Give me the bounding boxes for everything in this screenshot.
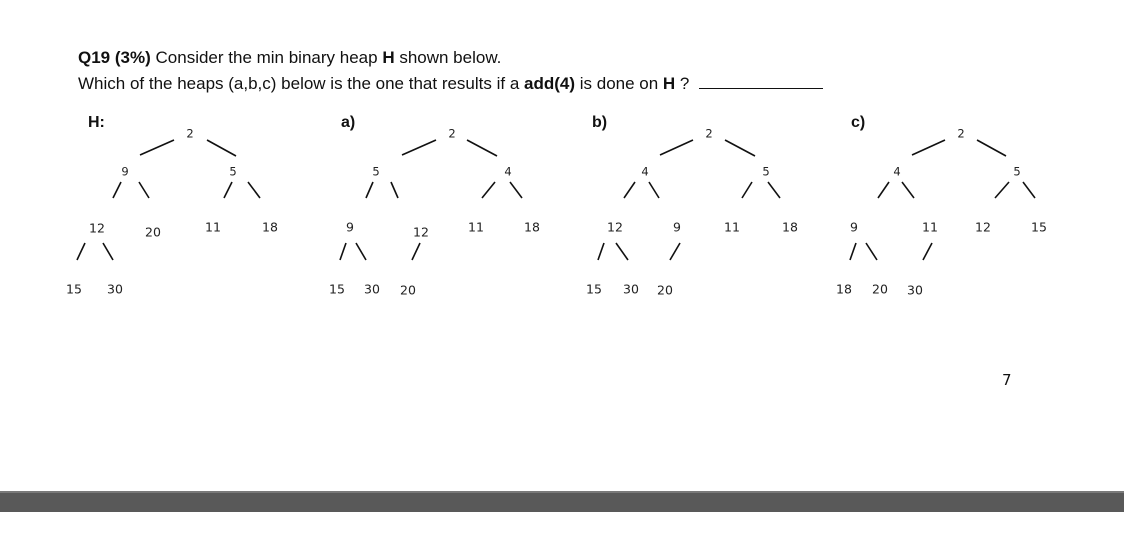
tree-h-edge-1 bbox=[207, 140, 236, 156]
tree-h-node-5: 11 bbox=[205, 219, 221, 235]
heap-label-h: H: bbox=[88, 114, 105, 131]
tree-b-node-2: 5 bbox=[762, 164, 770, 179]
tree-c-node-1: 4 bbox=[893, 164, 901, 179]
tree-b-edge-8 bbox=[670, 243, 680, 260]
tree-c-edge-1 bbox=[977, 140, 1006, 156]
tree-a-node-4: 12 bbox=[413, 224, 429, 240]
tree-h-node-2: 5 bbox=[229, 164, 237, 179]
tree-c-node-8: 20 bbox=[872, 281, 888, 297]
tree-b-node-9: 20 bbox=[657, 282, 673, 298]
tree-b-edge-2 bbox=[624, 182, 635, 198]
tree-h-edge-5 bbox=[248, 182, 260, 198]
heap-label-b: b) bbox=[592, 114, 608, 131]
tree-a-node-0: 2 bbox=[448, 126, 456, 141]
operation: add(4) bbox=[524, 74, 576, 93]
tree-h-node-0: 2 bbox=[186, 126, 194, 141]
heap-label-c: c) bbox=[851, 114, 866, 131]
tree-c-edge-0 bbox=[912, 140, 945, 155]
tree-h-edge-2 bbox=[113, 182, 121, 198]
tree-h-node-8: 30 bbox=[107, 281, 123, 297]
tree-a-node-3: 9 bbox=[346, 219, 354, 235]
question-text-1-tail: shown below. bbox=[394, 48, 502, 67]
tree-c-edge-3 bbox=[902, 182, 914, 198]
tree-a-edge-3 bbox=[391, 182, 398, 198]
tree-c-node-6: 15 bbox=[1031, 219, 1047, 235]
tree-a-node-2: 4 bbox=[504, 164, 512, 179]
tree-b-node-6: 18 bbox=[782, 219, 798, 235]
tree-a-edge-0 bbox=[402, 140, 436, 155]
tree-b-edge-7 bbox=[616, 243, 628, 260]
tree-c-node-3: 9 bbox=[850, 219, 858, 235]
heap-label-a: a) bbox=[341, 114, 356, 131]
tree-a-edge-7 bbox=[356, 243, 366, 260]
tree-b-node-4: 9 bbox=[673, 219, 681, 235]
heap-name: H bbox=[382, 48, 395, 67]
tree-a-node-6: 18 bbox=[524, 219, 540, 235]
question-number: Q19 bbox=[78, 48, 111, 67]
tree-c-edge-6 bbox=[850, 243, 856, 260]
tree-a-edge-4 bbox=[482, 182, 495, 198]
tree-a-node-1: 5 bbox=[372, 164, 380, 179]
tree-a-edge-8 bbox=[412, 243, 420, 260]
tree-b-edge-0 bbox=[660, 140, 693, 155]
tree-a-node-8: 30 bbox=[364, 281, 380, 297]
tree-c-node-0: 2 bbox=[957, 126, 965, 141]
question-text-2: Which of the heaps (a,b,c) below is the one that results if a bbox=[78, 74, 525, 93]
tree-c-edge-4 bbox=[995, 182, 1009, 198]
tree-b-node-5: 11 bbox=[724, 219, 740, 235]
tree-b-edge-4 bbox=[742, 182, 752, 198]
tree-h-edge-7 bbox=[103, 243, 113, 260]
tree-h-node-1: 9 bbox=[121, 164, 129, 179]
tree-a-edge-6 bbox=[340, 243, 346, 260]
tree-c-edge-2 bbox=[878, 182, 889, 198]
tree-b-node-7: 15 bbox=[586, 281, 602, 297]
question-text-1: Consider the min binary heap bbox=[150, 48, 383, 67]
tree-b-node-0: 2 bbox=[705, 126, 713, 141]
tree-h-node-3: 12 bbox=[89, 220, 105, 236]
page-number: 7 bbox=[1002, 371, 1012, 389]
heap-name-2: H bbox=[662, 74, 676, 93]
tree-c-node-2: 5 bbox=[1013, 164, 1021, 179]
tree-c-node-9: 30 bbox=[907, 282, 923, 298]
tree-h-node-6: 18 bbox=[262, 219, 278, 235]
tree-a-node-7: 15 bbox=[329, 281, 345, 297]
tree-c-node-5: 12 bbox=[975, 219, 991, 235]
tree-c-node-4: 11 bbox=[922, 219, 938, 235]
tree-a-edge-1 bbox=[467, 140, 497, 156]
question-text-2-tail: ? bbox=[675, 74, 690, 93]
tree-h-edge-0 bbox=[140, 140, 174, 155]
tree-c-edge-7 bbox=[866, 243, 877, 260]
tree-c-node-7: 18 bbox=[836, 281, 852, 297]
tree-b-edge-6 bbox=[598, 243, 604, 260]
tree-h-node-4: 20 bbox=[145, 224, 161, 240]
tree-a-node-5: 11 bbox=[468, 219, 484, 235]
tree-b-edge-3 bbox=[649, 182, 659, 198]
tree-b-node-3: 12 bbox=[607, 219, 623, 235]
tree-c-edge-5 bbox=[1023, 182, 1035, 198]
tree-h-node-7: 15 bbox=[66, 281, 82, 297]
tree-h-edge-3 bbox=[139, 182, 149, 198]
question-text-2-mid: is done on bbox=[575, 74, 663, 93]
tree-c-edge-8 bbox=[923, 243, 932, 260]
tree-a-edge-2 bbox=[366, 182, 373, 198]
tree-a-edge-5 bbox=[510, 182, 522, 198]
tree-b-edge-1 bbox=[725, 140, 755, 156]
tree-a-node-9: 20 bbox=[400, 282, 416, 298]
question-points: (3%) bbox=[114, 48, 151, 67]
tree-b-node-8: 30 bbox=[623, 281, 639, 297]
tree-b-edge-5 bbox=[768, 182, 780, 198]
tree-h-edge-6 bbox=[77, 243, 85, 260]
footer-bar bbox=[0, 491, 1124, 512]
tree-h-edge-4 bbox=[224, 182, 232, 198]
tree-b-node-1: 4 bbox=[641, 164, 649, 179]
